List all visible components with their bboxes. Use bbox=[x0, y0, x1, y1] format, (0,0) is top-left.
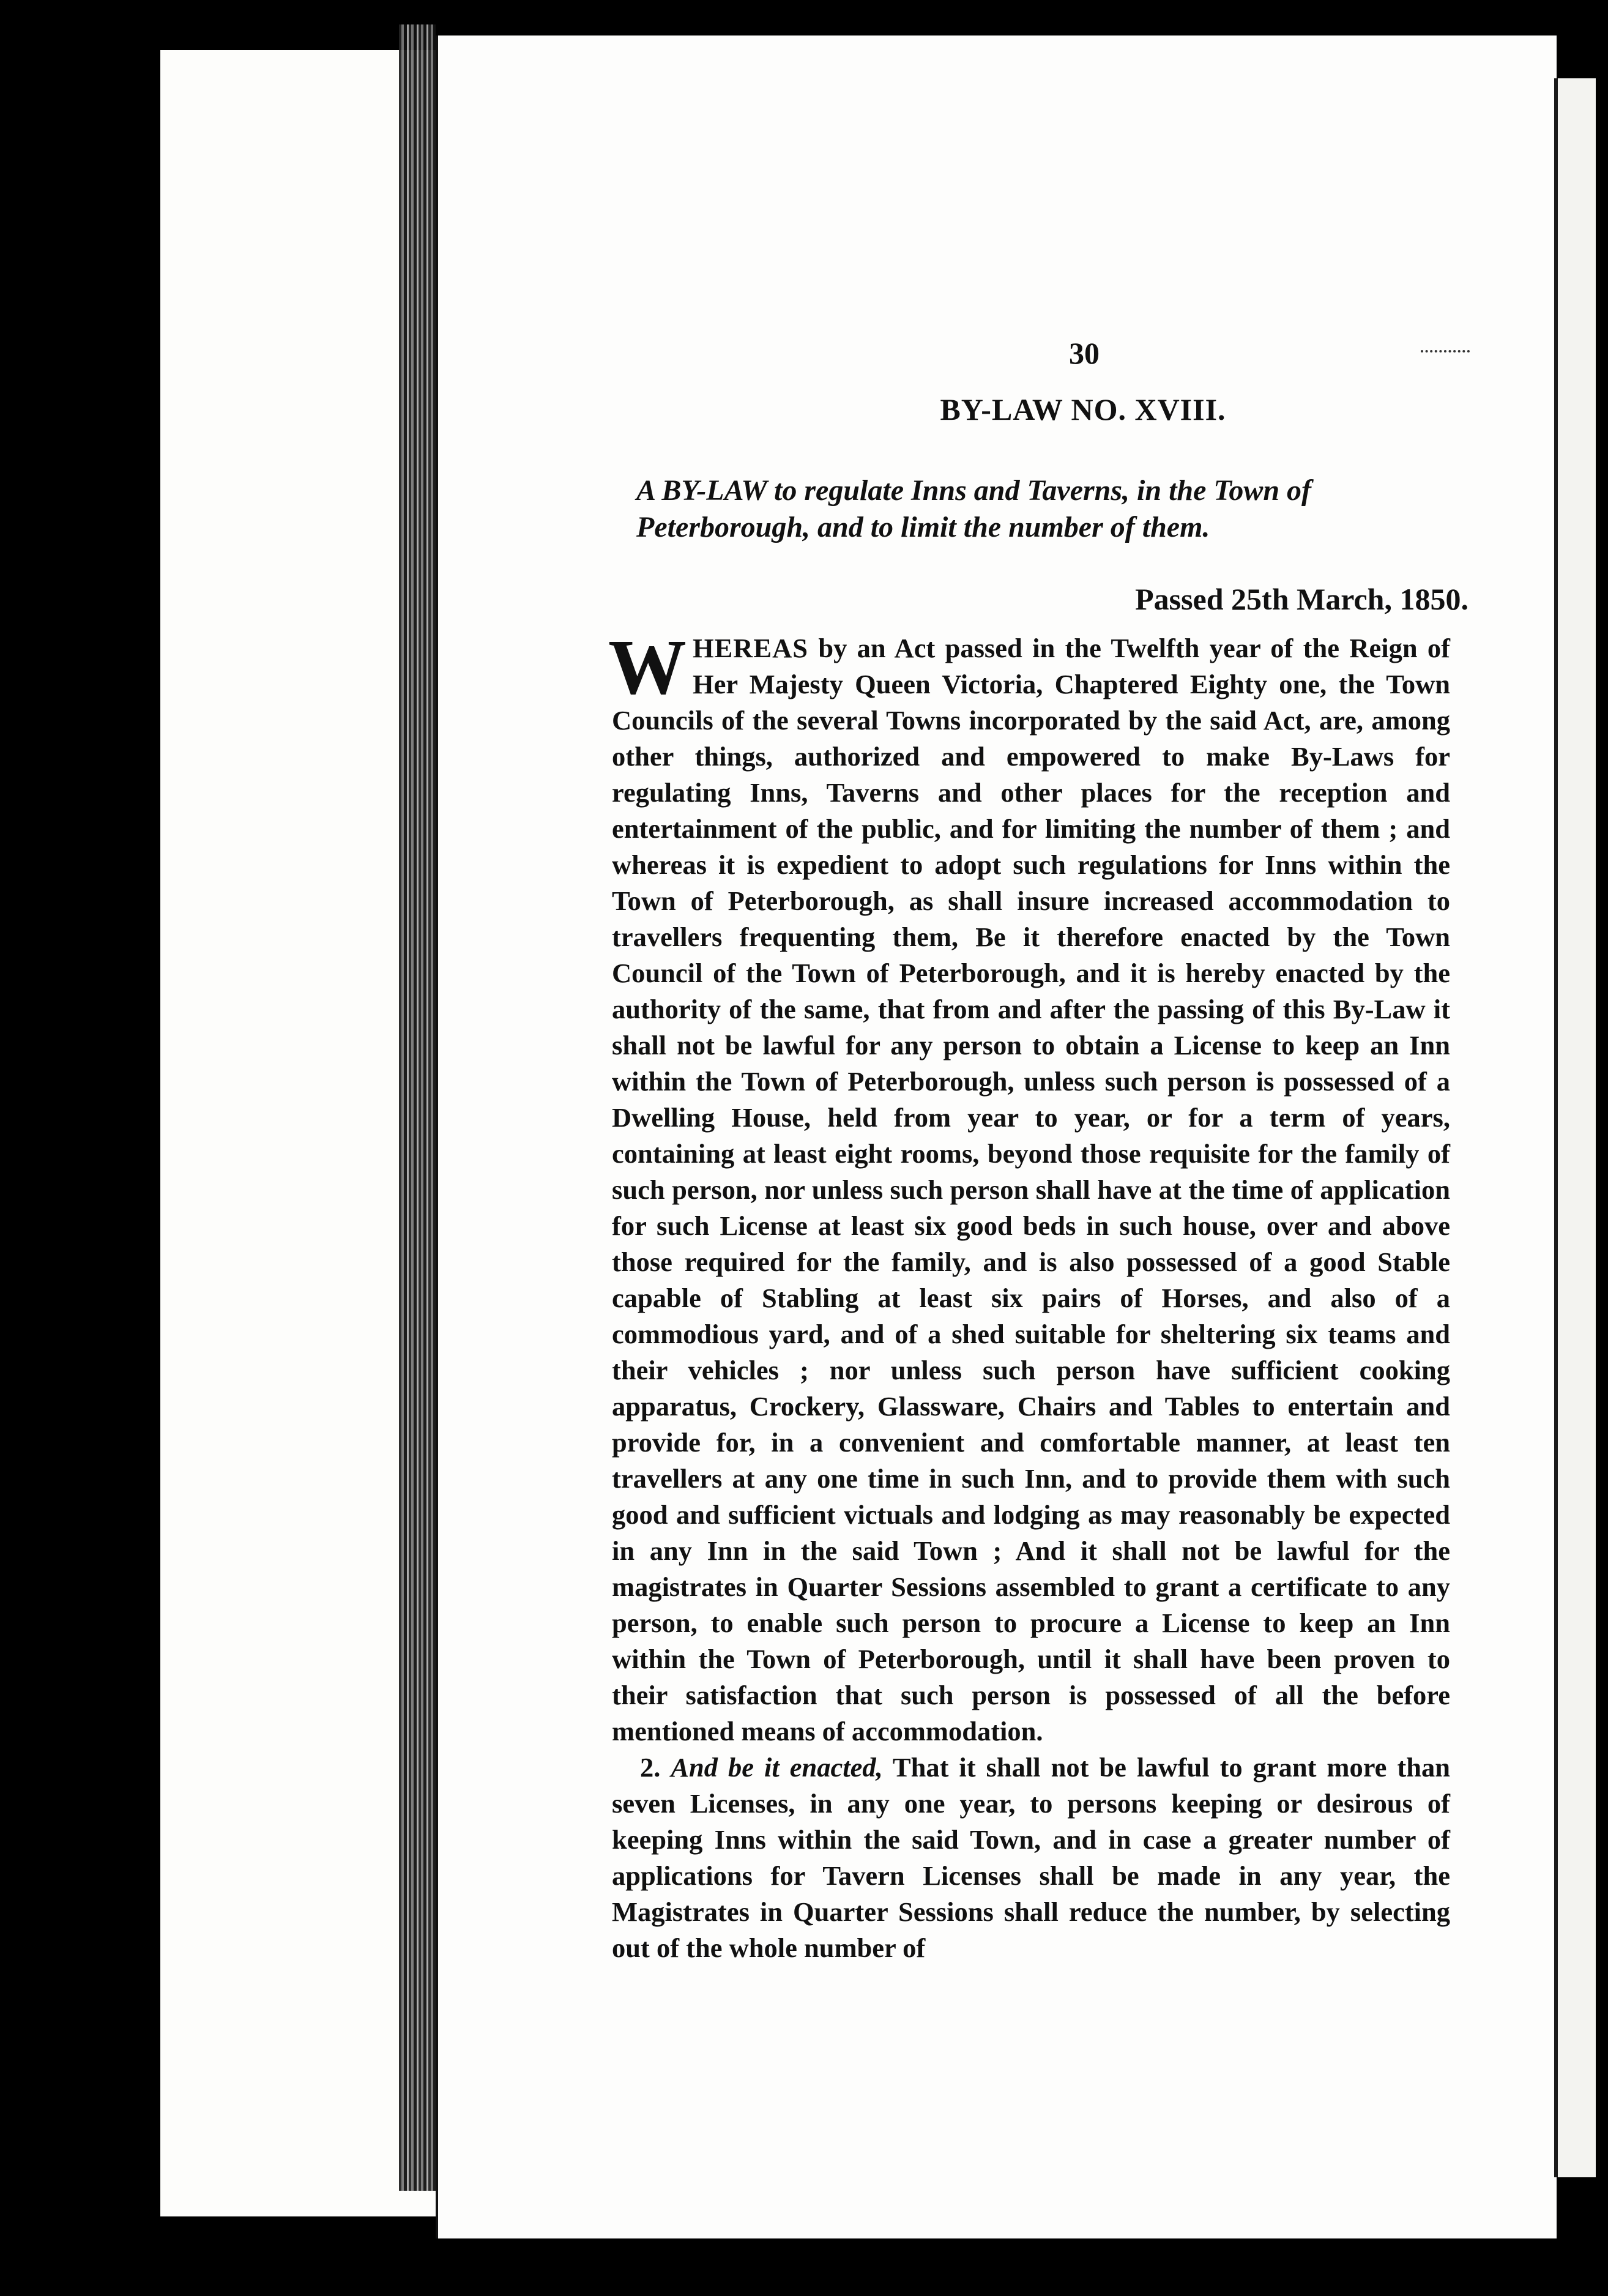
paragraph-2-number: 2. bbox=[640, 1752, 661, 1783]
page-binding-edge bbox=[399, 24, 436, 2191]
page-number: 30 bbox=[1069, 336, 1100, 370]
bylaw-subtitle bbox=[636, 472, 1481, 546]
paragraph-2 bbox=[612, 1750, 1450, 1966]
right-page-edge bbox=[1554, 78, 1596, 2177]
subtitle-lead: A BY-LAW bbox=[636, 474, 767, 507]
paragraph-2-enact: And be it enacted, bbox=[671, 1752, 883, 1783]
bylaw-body bbox=[608, 624, 1450, 1966]
paragraph-1 bbox=[608, 624, 1450, 1750]
subtitle-rest: to regulate Inns and Taverns, in the Town of Peterborough, and to limit the number of them. bbox=[636, 474, 1312, 543]
drop-cap: W bbox=[608, 624, 687, 710]
paragraph-1-text: by an Act passed in the Twelfth year of the Reign of Her Majesty Queen Victoria, Chaptered Eighty one, the Town Councils of the several Towns incorporated by the said Act, are, among other things, authorized and empowered to make By-Laws for regulating Inns, Taverns and other places for the reception and entertainment of the public, and for limiting the number of them ; and whereas it is expedient to adopt such regulations for Inns within the Town of Peterborough, as shall insure increased accommodation to travellers frequenting them, Be it therefore enacted by the Town Council of the Town of Peterborough, and it is hereby enacted by the authority of the same, that from and after the passing of this By-Law it shall not be lawful for any person to obtain a License to keep an Inn within the Town of Peterborough, unless such person is possessed of a Dwelling House, held from year to year, or for a term of years, containing at least eight rooms, beyond those requisite for the family of such person, nor unless such person shall have at the time of application for such License at least six good beds in such house, over and above those required for the family, and is also possessed of a good Stable capable of Stabling at least six pairs of Horses, and also of a commodious yard, and of a shed suitable for sheltering six teams and their vehicles ; nor unless such person have sufficient cooking apparatus, Crockery, Glassware, Chairs and Tables to entertain and provide for, in a convenient and comfortable manner, at least ten travellers at any one time in such Inn, and to provide them with such good and sufficient victuals and lodging as may reasonably be expected in any Inn in the said Town ; And it shall not be lawful for the magistrates in Quarter Sessions assembled to grant a certificate to any person, to enable such person to procure a License to keep an Inn within the Town of Peterborough, until it shall have been proven to their satisfaction that such person is possessed of all the before mentioned means of accommodation. bbox=[612, 633, 1450, 1746]
bylaw-heading: BY-LAW NO. XVIII. bbox=[940, 392, 1226, 427]
paragraph-1-lead: HEREAS bbox=[693, 633, 808, 663]
margin-mark bbox=[1421, 344, 1470, 352]
paragraph-2-text: That it shall not be lawful to grant more than seven Licenses, in any one year, to persons keeping or desirous of keeping Inns within the said Town, and in case a greater number of applications for Tavern Licenses shall be made in any year, the Magistrates in Quarter Sessions shall reduce the number, by selecting out of the whole number of bbox=[612, 1752, 1450, 1963]
passed-date: Passed 25th March, 1850. bbox=[1135, 582, 1468, 616]
